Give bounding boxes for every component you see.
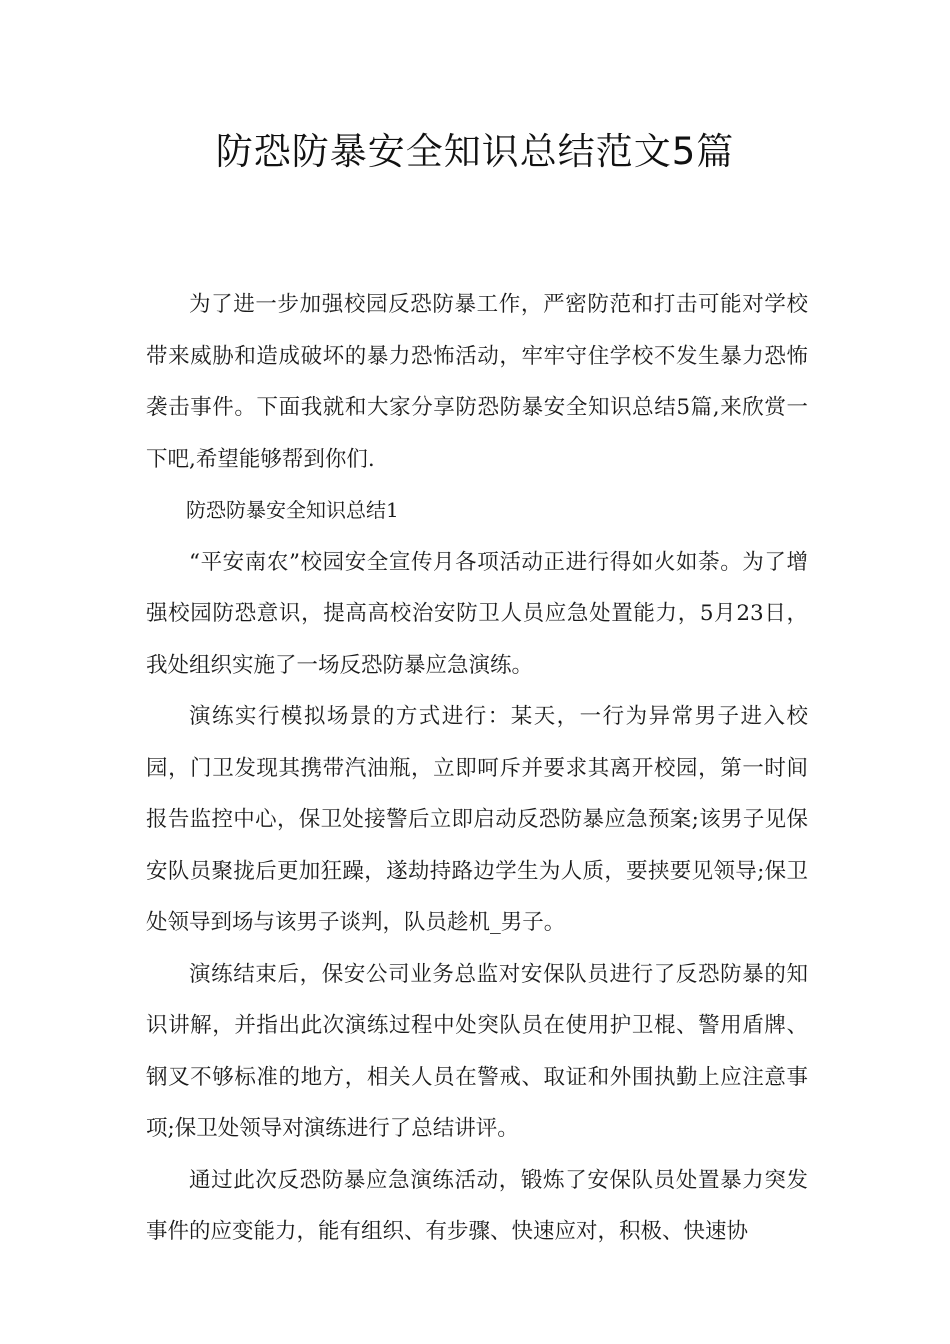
intro-paragraph: 为了进一步加强校园反恐防暴工作，严密防范和打击可能对学校带来威胁和造成破坏的暴力恐怖活动，牢牢守住学校不发生暴力恐怖袭击事件。下面我就和大家分享防恐防暴安全知识总结5篇,来欣赏一下吧,希望能够帮到你们. xyxy=(146,292,808,472)
body-paragraph: 演练结束后，保安公司业务总监对安保队员进行了反恐防暴的知识讲解，并指出此次演练过程中处突队员在使用护卫棍、警用盾牌、钢叉不够标准的地方，相关人员在警戒、取证和外围执勤上应注意事项;保卫处领导对演练进行了总结讲评。 xyxy=(146,961,808,1141)
section-heading: 防恐防暴安全知识总结1 xyxy=(186,498,399,522)
body-paragraph: 通过此次反恐防暴应急演练活动，锻炼了安保队员处置暴力突发事件的应变能力，能有组织、有步骤、快速应对，积极、快速协 xyxy=(146,1167,808,1244)
document-title: 防恐防暴安全知识总结范文5篇 xyxy=(215,130,735,173)
document-body xyxy=(146,279,808,1258)
body-paragraph: “平安南农”校园安全宣传月各项活动正进行得如火如荼。为了增强校园防恐意识，提高高校治安防卫人员应急处置能力，5月23日，我处组织实施了一场反恐防暴应急演练。 xyxy=(146,549,808,678)
body-paragraph: 演练实行模拟场景的方式进行：某天，一行为异常男子进入校园，门卫发现其携带汽油瓶，立即呵斥并要求其离开校园，第一时间报告监控中心，保卫处接警后立即启动反恐防暴应急预案;该男子见保安队员聚拢后更加狂躁，遂劫持路边学生为人质，要挟要见领导;保卫处领导到场与该男子谈判，队员趁机_男子。 xyxy=(146,704,808,935)
